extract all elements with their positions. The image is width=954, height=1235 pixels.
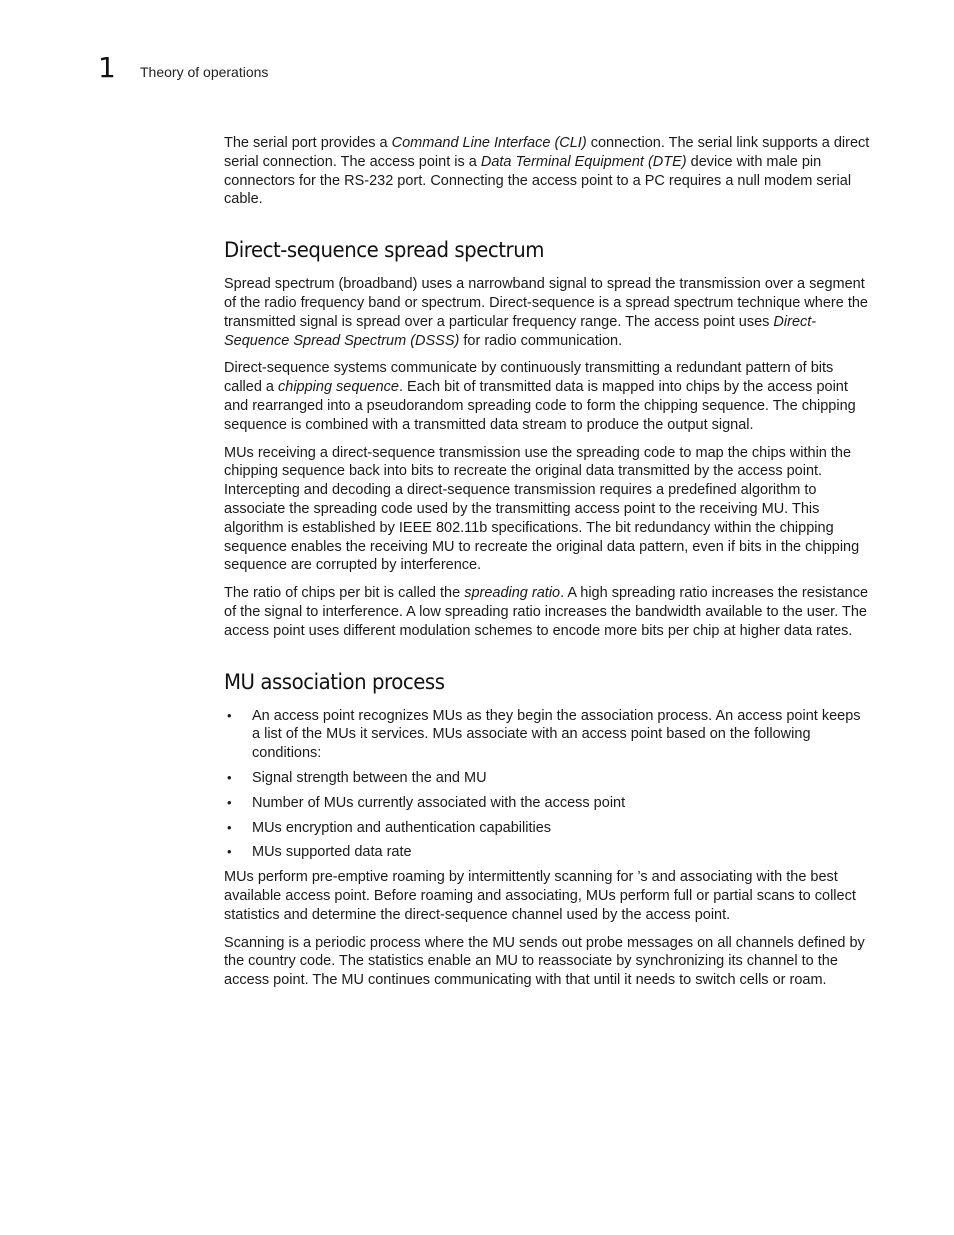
dsss-paragraph-2 <box>224 359 872 434</box>
emphasis-spreading-ratio: spreading ratio <box>464 585 561 602</box>
dsss-paragraph-1 <box>224 275 872 350</box>
list-item-text: Signal strength between the and MU <box>252 769 487 786</box>
text-run: The ratio of chips per bit is called the <box>224 585 465 602</box>
heading-dsss: Direct-sequence spread spectrum <box>224 238 545 263</box>
text-run: . A high spreading ratio increases the resistance of the signal to interference. A low spreading ratio increases the bandwidth available to the user. The access point uses different modulation schemes to encode more bits per chip at higher data rates. <box>224 585 869 639</box>
bullet-icon: • <box>227 707 232 723</box>
list-item <box>224 794 872 813</box>
text-run: device with male pin connectors for the RS-232 port. Connecting the access point to a PC requires a null modem serial cable. <box>224 153 852 208</box>
bullet-icon: • <box>227 819 232 835</box>
text-run: Direct-sequence systems communicate by continuously transmitting a redundant pattern of bits called a <box>224 360 834 396</box>
list-item <box>224 769 872 788</box>
dsss-paragraph-3: MUs receiving a direct-sequence transmission use the spreading code to map the chips within the chipping sequence back into bits to recreate the original data transmitted by the access point. Intercepting and decoding a direct-sequence transmission requires a predefined algorithm to associate the spreading code used by the transmitting access point to the receiving MU. This algorithm is established by IEEE 802.11b specifications. The bit redundancy within the chipping sequence enables the receiving MU to recreate the original data pattern, even if bits in the chipping sequence are corrupted by interference. <box>224 444 860 574</box>
page-content <box>224 134 872 999</box>
text-run: for radio communication. <box>459 332 623 349</box>
chapter-number: 1 <box>98 51 116 84</box>
bullet-icon: • <box>227 844 232 860</box>
emphasis-chipping-sequence: chipping sequence <box>278 379 399 396</box>
list-item-text: An access point recognizes MUs as they begin the association process. An access point keeps a list of the MUs it services. MUs associate with an access point based on the following conditions: <box>252 707 861 762</box>
list-item <box>224 843 872 862</box>
dsss-paragraph-4 <box>224 584 872 640</box>
text-run: . Each bit of transmitted data is mapped into chips by the access point and rearranged into a pseudorandom spreading code to form the chipping sequence. The chipping sequence is combined with a transmitted data stream to produce the output signal. <box>224 379 856 433</box>
emphasis-cli: Command Line Interface (CLI) <box>391 135 587 151</box>
bullet-icon: • <box>227 794 232 810</box>
list-item <box>224 819 872 838</box>
emphasis-dte: Data Terminal Equipment (DTE) <box>480 153 687 170</box>
text-run: connection. The serial link supports a direct serial connection. The access point is a <box>224 135 870 170</box>
mu-paragraph-roaming: MUs perform pre-emptive roaming by intermittently scanning for ’s and associating with the best available access point. Before roaming and associating, MUs perform full or partial scans to collect statistics and determine the direct-sequence channel used by the access point. <box>224 869 856 923</box>
chapter-title: Theory of operations <box>140 64 269 80</box>
intro-paragraph <box>224 134 872 209</box>
text-run: Spread spectrum (broadband) uses a narrowband signal to spread the transmission over a segment of the radio frequency band or spectrum. Direct-sequence is a spread spectrum technique where the transmitted signal is spread over a particular frequency range. The access point uses <box>224 276 868 330</box>
mu-paragraph-scanning: Scanning is a periodic process where the MU sends out probe messages on all channels defined by the country code. The statistics enable an MU to reassociate by synchronizing its channel to the access point. The MU continues communicating with that until it needs to switch cells or roam. <box>224 934 865 989</box>
list-item-text: MUs supported data rate <box>252 844 412 861</box>
bullet-icon: • <box>227 769 232 785</box>
list-item-text: MUs encryption and authentication capabilities <box>252 819 552 836</box>
list-item-text: Number of MUs currently associated with the access point <box>252 794 626 811</box>
heading-mu-association: MU association process <box>224 669 445 694</box>
association-conditions-list <box>224 707 872 863</box>
running-header <box>98 51 269 84</box>
list-item <box>224 707 872 763</box>
emphasis-dsss: Direct-Sequence Spread Spectrum (DSSS) <box>224 313 817 349</box>
text-run: The serial port provides a <box>224 135 392 151</box>
